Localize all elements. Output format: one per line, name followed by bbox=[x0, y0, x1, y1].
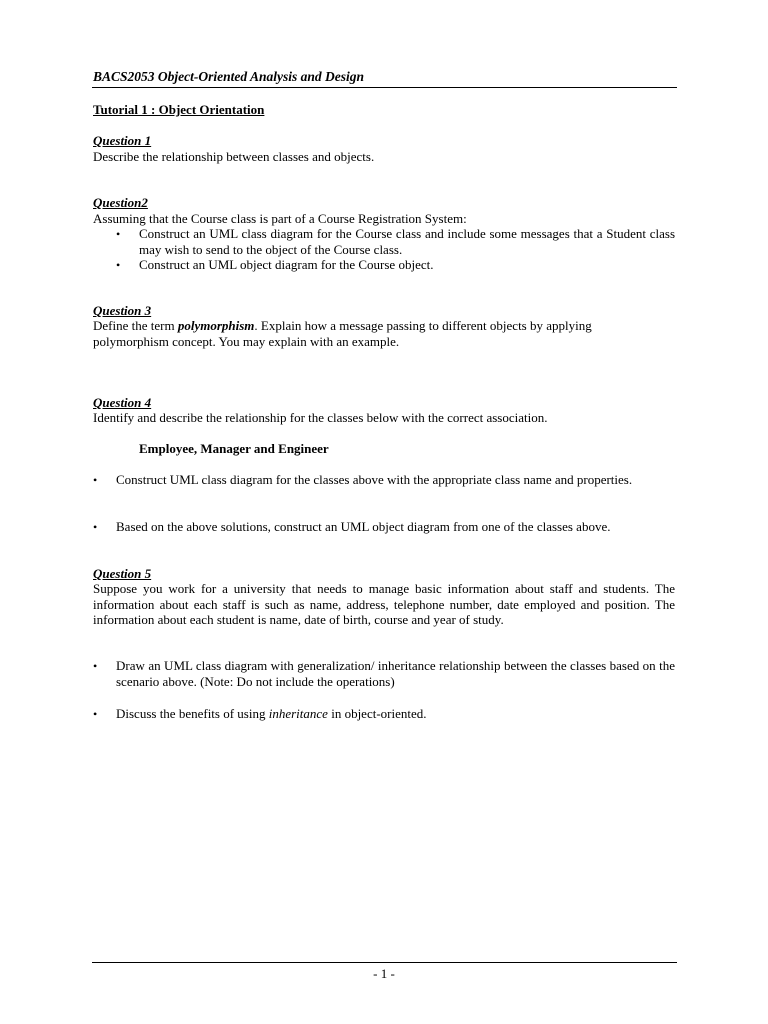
bullet-icon: • bbox=[116, 227, 121, 241]
question-4-classes: Employee, Manager and Engineer bbox=[139, 441, 329, 456]
question-3-title: Question 3 bbox=[93, 303, 152, 318]
question-1-title: Question 1 bbox=[93, 133, 152, 148]
footer-rule bbox=[92, 962, 677, 963]
bullet-icon: • bbox=[93, 659, 98, 673]
bullet-icon: • bbox=[93, 473, 98, 487]
question-5-bullet-1: Draw an UML class diagram with generalization/ inheritance relationship between the classes based on the scenario above. (Note: Do not include the operations) bbox=[116, 658, 675, 689]
bullet-icon: • bbox=[93, 520, 98, 534]
question-3-term: polymorphism bbox=[177, 318, 255, 333]
question-4-bullet-2: Based on the above solutions, construct an UML object diagram from one of the classes above. bbox=[116, 519, 611, 534]
question-2-bullet-1: Construct an UML class diagram for the Course class and include some messages that a Student class may wish to send to the object of the Course class. bbox=[139, 226, 675, 257]
question-5-title: Question 5 bbox=[93, 566, 152, 581]
question-4-title: Question 4 bbox=[93, 395, 152, 410]
question-5-bullet-2-start: Discuss the benefits of using bbox=[116, 706, 269, 721]
question-2-intro: Assuming that the Course class is part of a Course Registration System: bbox=[93, 211, 467, 226]
question-5-bullet-2-term: inheritance bbox=[268, 706, 328, 721]
tutorial-title: Tutorial 1 : Object Orientation bbox=[93, 102, 265, 117]
question-2-title: Question2 bbox=[93, 195, 148, 210]
course-header: BACS2053 Object-Oriented Analysis and Design bbox=[93, 69, 365, 84]
question-5-bullet-2 bbox=[116, 706, 675, 722]
question-4-intro: Identify and describe the relationship for the classes below with the correct association. bbox=[93, 410, 548, 425]
question-5-bullet-2-end: in object-oriented. bbox=[327, 706, 427, 721]
bullet-icon: • bbox=[116, 258, 121, 272]
question-3-text bbox=[93, 318, 653, 349]
question-1-text: Describe the relationship between classes and objects. bbox=[93, 149, 375, 164]
header-rule bbox=[92, 87, 677, 88]
question-2-bullet-2: Construct an UML object diagram for the Course object. bbox=[139, 257, 434, 272]
page-number: - 1 - bbox=[373, 966, 395, 981]
question-3-text-end: . Explain how a message passing to different objects by applying polymorphism concept. You may explain with an example. bbox=[93, 318, 592, 349]
question-4-bullet-1: Construct UML class diagram for the classes above with the appropriate class name and properties. bbox=[116, 472, 633, 487]
question-3-text-start: Define the term bbox=[93, 318, 178, 333]
question-5-scenario: Suppose you work for a university that needs to manage basic information about staff and students. The information about each staff is such as name, address, telephone number, date employed and position. The information about each student is name, date of birth, course and year of study. bbox=[93, 581, 675, 627]
bullet-icon: • bbox=[93, 707, 98, 721]
